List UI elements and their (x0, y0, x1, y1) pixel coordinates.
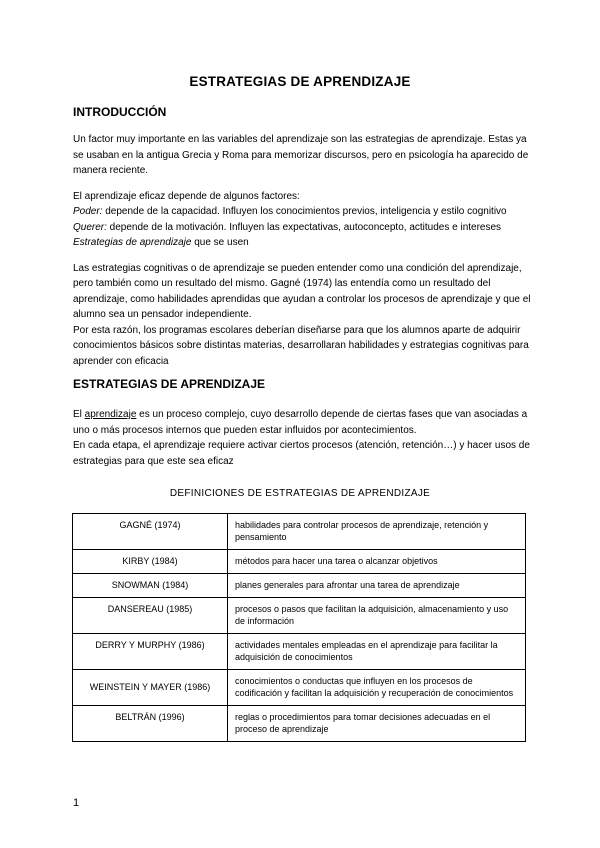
definition-cell: reglas o procedimientos para tomar decisiones adecuadas en el proceso de aprendizaje (228, 706, 526, 742)
definition-cell: habilidades para controlar procesos de aprendizaje, retención y pensamiento (228, 514, 526, 550)
factor-querer-text: depende de la motivación. Influyen las expectativas, autoconcepto, actitudes e intereses (106, 221, 502, 233)
factor-estrategias-label: Estrategias de aprendizaje (73, 237, 192, 248)
author-cell: SNOWMAN (1984) (73, 574, 228, 598)
table-title: DEFINICIONES DE ESTRATEGIAS DE APRENDIZAJE (169, 488, 431, 499)
author-cell: GAGNÉ (1974) (73, 514, 228, 550)
factor-querer (73, 220, 533, 236)
definition-cell: conocimientos o conductas que influyen en los procesos de codificación y facilitan la adquisición y recuperación de conocimientos (228, 670, 526, 706)
author-cell: WEINSTEIN Y MAYER (1986) (73, 670, 228, 706)
table-row (73, 706, 526, 742)
table-row (73, 598, 526, 634)
section2-paragraph-1 (73, 407, 533, 438)
intro-heading: INTRODUCCIÓN (73, 105, 167, 119)
section2-body (73, 407, 533, 469)
table-row (73, 514, 526, 550)
factor-poder-label: Poder: (73, 206, 103, 217)
document-title: ESTRATEGIAS DE APRENDIZAJE (189, 74, 411, 89)
section2-paragraph-2: En cada etapa, el aprendizaje requiere activar ciertos procesos (atención, retención…) y hacer usos de estrategias para que este sea eficaz (73, 440, 530, 467)
table-row (73, 670, 526, 706)
author-cell: BELTRÁN (1996) (73, 706, 228, 742)
intro-paragraph-1: Un factor muy importante en las variables del aprendizaje son las estrategias de aprendizaje. Estas ya se usaban en la antigua Grecia y Roma para memorizar discursos, pero en psicología ha aparecido de manera reciente. (73, 134, 529, 176)
section2-heading: ESTRATEGIAS DE APRENDIZAJE (73, 377, 266, 391)
intro-paragraph-4: Por esta razón, los programas escolares deberían diseñarse para que los alumnos aparte de adquirir conocimientos básicos sobre distintas materias, desarrollaran habilidades y estrategias cognitivas para aprender con eficacia (73, 324, 529, 367)
factor-estrategias (73, 235, 533, 251)
definitions-table (72, 513, 526, 742)
factor-poder-text: depende de la capacidad. Influyen los conocimientos previos, inteligencia y estilo cognitivo (102, 206, 507, 217)
definition-cell: métodos para hacer una tarea o alcanzar objetivos (228, 550, 526, 574)
factor-poder (73, 204, 533, 220)
page-number: 1 (73, 797, 80, 809)
author-cell: KIRBY (1984) (73, 550, 228, 574)
definition-cell: planes generales para afrontar una tarea de aprendizaje (228, 574, 526, 598)
definition-cell: procesos o pasos que facilitan la adquisición, almacenamiento y uso de información (228, 598, 526, 634)
author-cell: DANSEREAU (1985) (73, 598, 228, 634)
factor-querer-label: Querer: (73, 221, 107, 233)
factor-estrategias-text: que se usen (191, 237, 249, 248)
definition-cell: actividades mentales empleadas en el aprendizaje para facilitar la adquisición de conocimientos (228, 634, 526, 670)
table-row (73, 574, 526, 598)
section2-p1-pre: El (73, 409, 85, 420)
author-cell: DERRY Y MURPHY (1986) (73, 634, 228, 670)
table-row (73, 550, 526, 574)
section2-p1-post: es un proceso complejo, cuyo desarrollo depende de ciertas fases que van asociadas a uno o más procesos internos que pueden estar influidos por acontecimientos. (73, 409, 528, 436)
factors-intro: El aprendizaje eficaz depende de algunos factores: (73, 190, 300, 202)
aprendizaje-link[interactable]: aprendizaje (84, 409, 137, 420)
table-row (73, 634, 526, 670)
intro-paragraph-3: Las estrategias cognitivas o de aprendizaje se pueden entender como una condición del aprendizaje, pero también como un resultado del mismo. Gagné (1974) las entendía como un resultado del aprendizaje, como habilidades aprendidas que ayudan a controlar los procesos de aprendizaje y que el alumno sea un pensador independiente. (73, 262, 531, 320)
intro-section (73, 132, 533, 369)
